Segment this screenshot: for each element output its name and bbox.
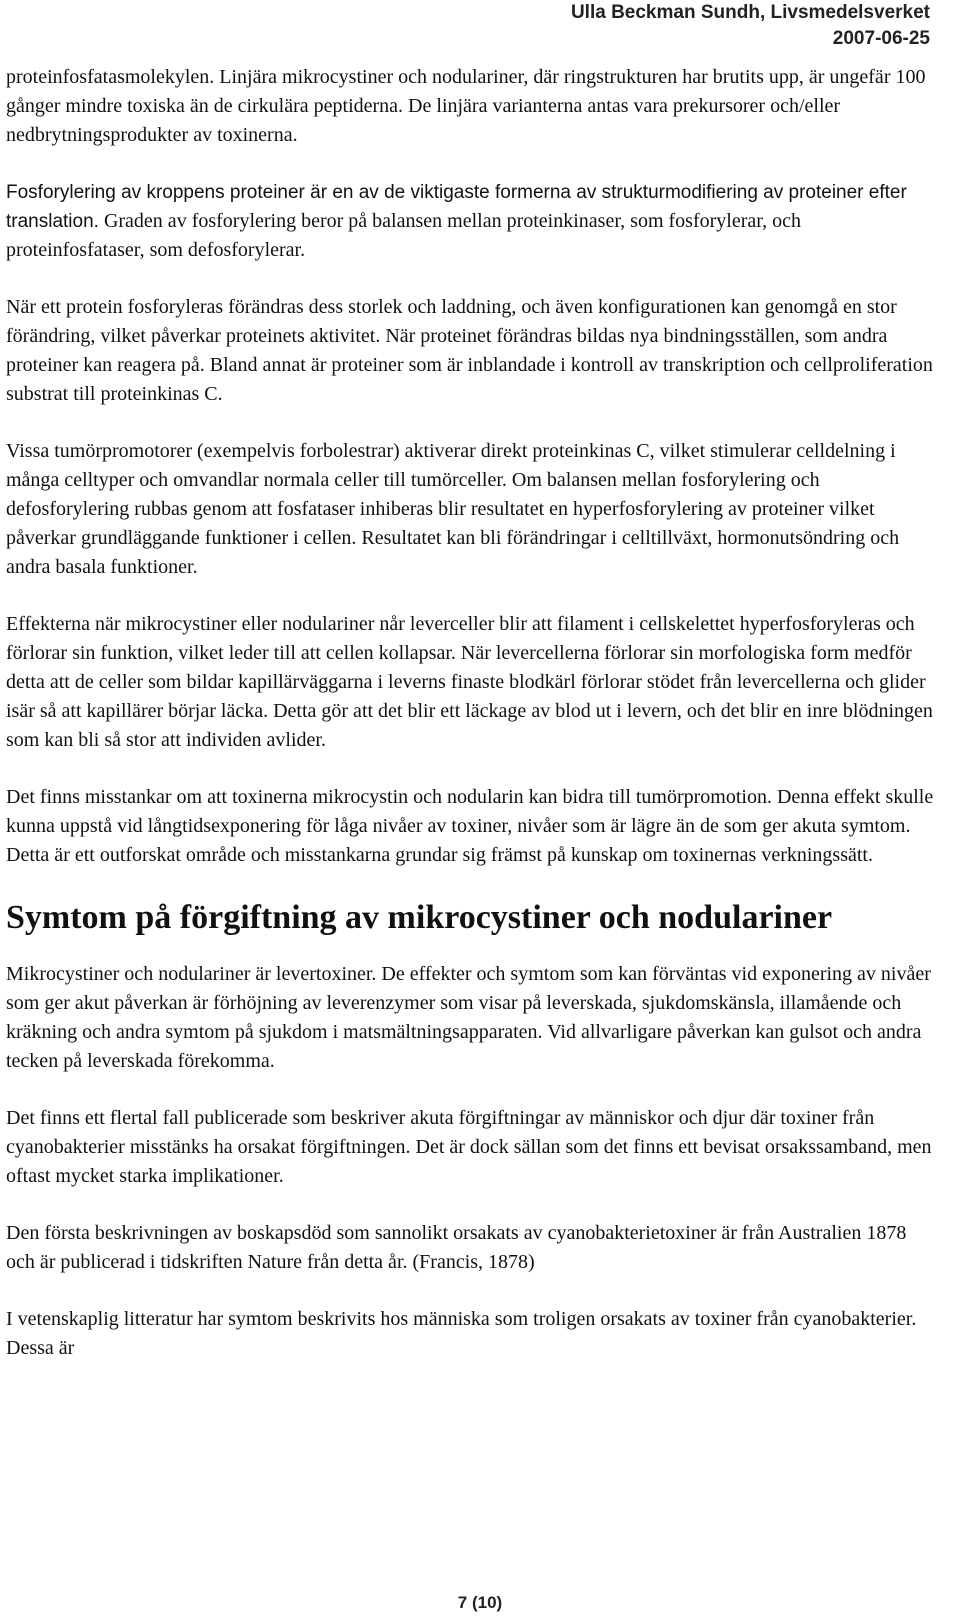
paragraph-7: Mikrocystiner och nodulariner är levertoxiner. De effekter och symtom som kan förväntas vid exponering av nivåer som ger akut påverkan är förhöjning av leverenzymer som visar på leverskada, sjukdomskänsla, illamående och kräkning och andra symtom på sjukdom i matsmältningsapparaten. Vid allvarligare påverkan kan gulsot och andra tecken på leverskada förekomma.: [6, 963, 931, 1072]
paragraph-3: När ett protein fosforyleras förändras dess storlek och laddning, och även konfigurationen kan genomgå en stor förändring, vilket påverkar proteinets aktivitet. När proteinet förändras bildas nya bindningsställen, som andra proteiner kan reagera på. Bland annat är proteiner som är inblandade i kontroll av transkription och cellproliferation substrat till proteinkinas C.: [6, 296, 933, 405]
document-body: [6, 63, 934, 1391]
page-number: 7 (10): [457, 1593, 503, 1612]
paragraph-5: Effekterna när mikrocystiner eller nodulariner når leverceller blir att filament i cellskelettet hyperfosforyleras och förlorar sin funktion, vilket leder till att cellen kollapsar. När levercellerna förlorar sin morfologiska form medför detta att de celler som bildar kapillärväggarna i leverns finaste blodkärl förlorar stödet från levercellerna och glider isär så att kapillärer börjar läcka. Detta gör att det blir ett läckage av blod ut i levern, och det blir en inre blödningen som kan bli så stor att individen avlider.: [6, 613, 933, 751]
section-heading: Symtom på förgiftning av mikrocystiner och nodulariner: [6, 899, 833, 936]
paragraph-9: Den första beskrivningen av boskapsdöd som sannolikt orsakats av cyanobakterietoxiner är från Australien 1878 och är publicerad i tidskriften Nature från detta år. (Francis, 1878): [6, 1222, 907, 1273]
paragraph-2: [6, 178, 934, 265]
page-header: [571, 0, 930, 52]
paragraph-8: Det finns ett flertal fall publicerade som beskriver akuta förgiftningar av människor och djur där toxiner från cyanobakterier misstänks ha orsakat förgiftningen. Det är dock sällan som det finns ett bevisat orsakssamband, men oftast mycket starka implikationer.: [6, 1107, 932, 1187]
paragraph-2-lead: Fosforylering av kroppens proteiner är en av de viktigaste formerna av strukturmodifiering av proteiner efter translation.: [6, 182, 907, 232]
paragraph-10: I vetenskaplig litteratur har symtom beskrivits hos människa som troligen orsakats av toxiner från cyanobakterier. Dessa är: [6, 1308, 917, 1359]
header-author: Ulla Beckman Sundh, Livsmedelsverket: [570, 2, 930, 23]
paragraph-6: Det finns misstankar om att toxinerna mikrocystin och nodularin kan bidra till tumörpromotion. Denna effekt skulle kunna uppstå vid långtidsexponering för låga nivåer av toxiner, nivåer som är lägre än de som ger akuta symtom. Detta är ett outforskat område och misstankarna grundar sig främst på kunskap om toxinernas verkningssätt.: [6, 786, 934, 866]
header-date: 2007-06-25: [832, 28, 930, 49]
paragraph-2-rest: Graden av fosforylering beror på balansen mellan proteinkinaser, som fosforylerar, och proteinfosfataser, som defosforylerar.: [6, 210, 801, 261]
paragraph-1: proteinfosfatasmolekylen. Linjära mikrocystiner och nodulariner, där ringstrukturen har brutits upp, är ungefär 100 gånger mindre toxiska än de cirkulära peptiderna. De linjära varianterna antas vara prekursorer och/eller nedbrytningsprodukter av toxinerna.: [6, 66, 926, 146]
paragraph-4: Vissa tumörpromotorer (exempelvis forbolestrar) aktiverar direkt proteinkinas C, vilket stimulerar celldelning i många celltyper och omvandlar normala celler till tumörceller. Om balansen mellan fosforylering och defosforylering rubbas genom att fosfataser inhiberas blir resultatet en hyperfosforylering av proteiner vilket påverkar grundläggande funktioner i cellen. Resultatet kan bli förändringar i celltillväxt, hormonutsöndring och andra basala funktioner.: [6, 440, 900, 578]
